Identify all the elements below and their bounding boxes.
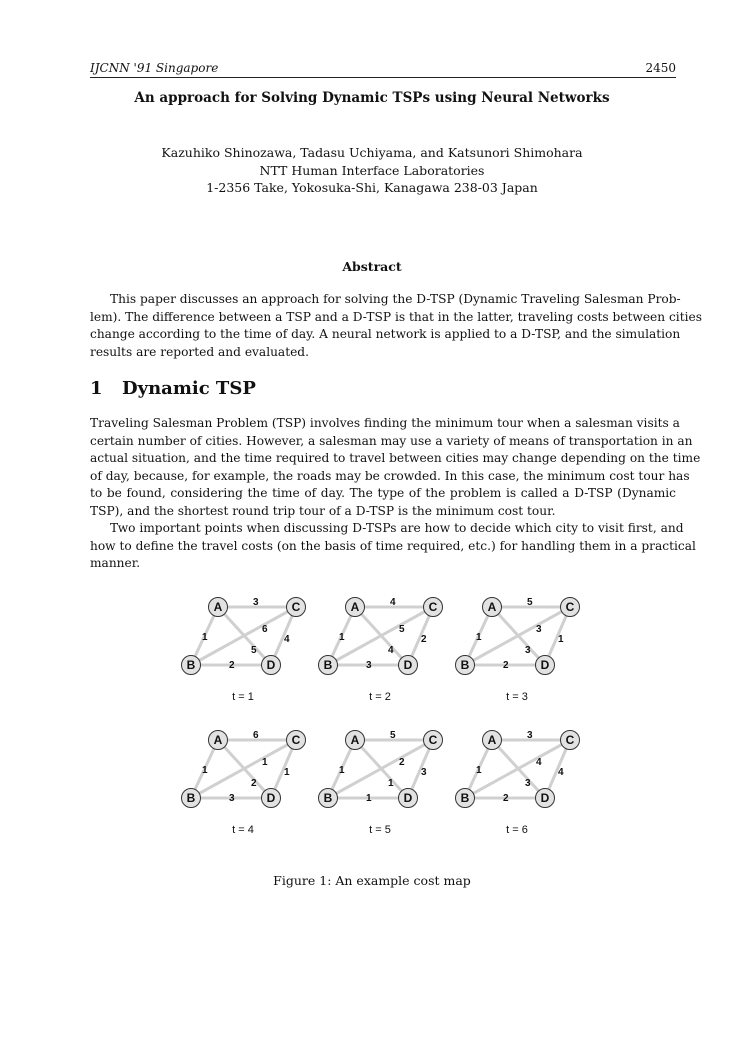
text-line: certain number of cities. However, a salesman may use a variety of means of transportation in an	[90, 433, 693, 448]
text-line: change according to the time of day. A neural network is applied to a D-TSP, and the simulation	[90, 327, 681, 341]
section-number: 1	[90, 378, 103, 399]
city-node-A: A	[208, 597, 228, 617]
edge-weight-BC: 3	[525, 778, 531, 789]
city-node-C: C	[560, 597, 580, 617]
city-node-D: D	[535, 655, 555, 675]
edge-weight-CD: 4	[284, 634, 290, 645]
section-title: Dynamic TSP	[122, 378, 256, 399]
author-block	[0, 144, 744, 197]
city-node-C: C	[560, 730, 580, 750]
paper-title: An approach for Solving Dynamic TSPs using Neural Networks	[134, 90, 610, 106]
text-line: actual situation, and the time required to travel between cities may change depending on the time	[90, 451, 701, 465]
time-label: t = 3	[506, 691, 528, 703]
body-paragraph-2	[90, 520, 696, 573]
edge-weight-CD: 2	[421, 634, 427, 645]
time-label: t = 4	[232, 824, 254, 836]
section-heading	[90, 378, 256, 399]
edge-weight-AC: 5	[390, 730, 396, 741]
edge-weight-AD: 1	[262, 757, 268, 768]
city-node-D: D	[398, 655, 418, 675]
city-node-D: D	[535, 788, 555, 808]
edge-weight-BC: 3	[525, 645, 531, 656]
cost-graph	[457, 728, 587, 853]
edge-weight-AC: 5	[527, 597, 533, 608]
text-line: Traveling Salesman Problem (TSP) involves finding the minimum tour when a salesman visits a	[90, 416, 680, 430]
city-node-C: C	[423, 597, 443, 617]
edge-weight-AC: 3	[527, 730, 533, 741]
time-label: t = 1	[232, 691, 254, 703]
edge-weight-AB: 1	[202, 632, 208, 643]
city-node-A: A	[482, 730, 502, 750]
text-line: TSP), and the shortest round trip tour of a D-TSP is the minimum cost tour.	[90, 503, 556, 518]
edge-weight-BC: 4	[388, 645, 394, 656]
time-label: t = 6	[506, 824, 528, 836]
city-node-B: B	[318, 655, 338, 675]
cost-graph	[320, 595, 450, 720]
city-node-C: C	[286, 730, 306, 750]
city-node-B: B	[455, 788, 475, 808]
edge-weight-CD: 3	[421, 767, 427, 778]
time-label: t = 2	[369, 691, 391, 703]
text-line: Two important points when discussing D-TSPs are how to decide which city to visit first, and	[110, 521, 684, 535]
edge-weight-AB: 1	[202, 765, 208, 776]
city-node-A: A	[208, 730, 228, 750]
author-affiliation: NTT Human Interface Laboratories	[259, 162, 485, 178]
edge-weight-BC: 2	[251, 778, 257, 789]
cost-graph	[320, 728, 450, 853]
edge-weight-BC: 5	[251, 645, 257, 656]
edge-weight-BD: 1	[366, 793, 372, 804]
city-node-B: B	[181, 788, 201, 808]
city-node-A: A	[345, 597, 365, 617]
edge-weight-BD: 2	[503, 660, 509, 671]
text-line: lem). The difference between a TSP and a D-TSP is that in the latter, traveling costs between cities	[90, 309, 702, 324]
city-node-C: C	[286, 597, 306, 617]
city-node-B: B	[318, 788, 338, 808]
abstract-heading: Abstract	[342, 259, 402, 274]
city-node-A: A	[345, 730, 365, 750]
cost-graph	[183, 728, 313, 853]
edge-weight-AD: 5	[399, 624, 405, 635]
body-paragraph-1	[90, 415, 701, 520]
text-line: manner.	[90, 556, 141, 570]
conference-name: IJCNN '91 Singapore	[90, 61, 219, 75]
city-node-D: D	[261, 655, 281, 675]
edge-weight-AD: 3	[536, 624, 542, 635]
city-node-C: C	[423, 730, 443, 750]
edge-weight-CD: 4	[558, 767, 564, 778]
figure-caption: Figure 1: An example cost map	[273, 873, 471, 888]
edge-weight-BC: 1	[388, 778, 394, 789]
edge-weight-BD: 3	[366, 660, 372, 671]
edge-weight-AC: 4	[390, 597, 396, 608]
page-number: 2450	[645, 61, 676, 75]
time-label: t = 5	[369, 824, 391, 836]
text-line: how to define the travel costs (on the basis of time required, etc.) for handling them in a practical	[90, 538, 696, 553]
edge-weight-BD: 2	[229, 660, 235, 671]
cost-graph	[457, 595, 587, 720]
city-node-B: B	[455, 655, 475, 675]
cost-map-figure	[0, 580, 744, 860]
edge-weight-AD: 4	[536, 757, 542, 768]
edge-weight-CD: 1	[284, 767, 290, 778]
city-node-D: D	[398, 788, 418, 808]
edge-weight-AB: 1	[339, 765, 345, 776]
edge-weight-AD: 2	[399, 757, 405, 768]
edge-weight-BD: 3	[229, 793, 235, 804]
edge-weight-AB: 1	[476, 765, 482, 776]
author-address: 1-2356 Take, Yokosuka-Shi, Kanagawa 238-03 Japan	[206, 180, 538, 195]
page-header	[90, 60, 676, 78]
edge-weight-AD: 6	[262, 624, 268, 635]
cost-graph	[183, 595, 313, 720]
edge-weight-AC: 3	[253, 597, 259, 608]
text-line: results are reported and evaluated.	[90, 344, 309, 359]
edge-weight-AC: 6	[253, 730, 259, 741]
city-node-A: A	[482, 597, 502, 617]
author-names: Kazuhiko Shinozawa, Tadasu Uchiyama, and Katsunori Shimohara	[161, 145, 583, 160]
edge-weight-AB: 1	[476, 632, 482, 643]
text-line: of day, because, for example, the roads may be crowded. In this case, the minimum cost tour has	[90, 468, 690, 483]
city-node-B: B	[181, 655, 201, 675]
text-line: to be found, considering the time of day. The type of the problem is called a D-TSP (Dynamic	[90, 486, 676, 500]
city-node-D: D	[261, 788, 281, 808]
edge-weight-CD: 1	[558, 634, 564, 645]
edge-weight-BD: 2	[503, 793, 509, 804]
abstract-text	[90, 291, 702, 361]
edge-weight-AB: 1	[339, 632, 345, 643]
text-line: This paper discusses an approach for solving the D-TSP (Dynamic Traveling Salesman Prob-	[110, 292, 681, 306]
